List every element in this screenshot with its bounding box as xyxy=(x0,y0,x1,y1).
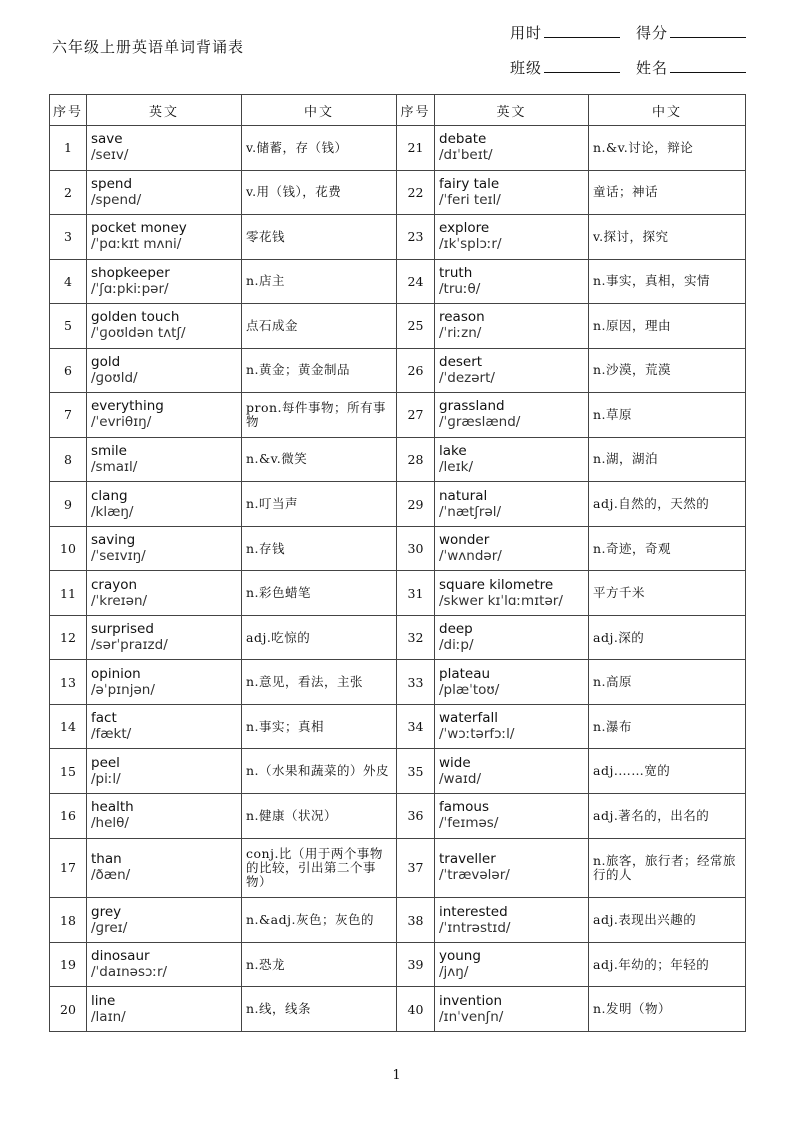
english-cell xyxy=(435,526,589,571)
phonetic: /skwer kɪˈlɑːmɪtər/ xyxy=(439,592,563,609)
class-field xyxy=(510,57,620,78)
chinese-meaning: n.湖，湖泊 xyxy=(589,437,746,482)
english-cell xyxy=(87,615,242,660)
chinese-meaning: n.&v.微笑 xyxy=(242,437,397,482)
score-field xyxy=(636,22,746,43)
chinese-meaning: n.沙漠，荒漠 xyxy=(589,348,746,393)
row-number: 22 xyxy=(397,170,435,215)
row-number: 10 xyxy=(50,526,87,571)
time-field xyxy=(510,22,620,43)
phonetic: /sərˈpraɪzd/ xyxy=(91,637,168,654)
english-word: health xyxy=(91,799,134,816)
row-number: 11 xyxy=(50,571,87,616)
chinese-meaning: v.储蓄，存（钱） xyxy=(242,126,397,171)
phonetic: /ˈwʌndər/ xyxy=(439,548,502,565)
english-word: save xyxy=(91,131,123,148)
english-word: surprised xyxy=(91,621,154,638)
english-cell xyxy=(435,304,589,349)
table-row xyxy=(50,942,746,987)
phonetic: /plæˈtoʊ/ xyxy=(439,681,500,698)
class-label: 班级 xyxy=(510,59,543,77)
english-word: grey xyxy=(91,903,122,920)
phonetic: /ˈseɪvɪŋ/ xyxy=(91,548,146,565)
row-number: 16 xyxy=(50,793,87,838)
chinese-meaning: n.叮当声 xyxy=(242,482,397,527)
english-cell xyxy=(87,793,242,838)
row-number: 9 xyxy=(50,482,87,527)
english-word: dinosaur xyxy=(91,948,150,965)
phonetic: /seɪv/ xyxy=(91,147,129,164)
table-row xyxy=(50,482,746,527)
english-cell xyxy=(87,898,242,943)
chinese-meaning: n.黄金；黄金制品 xyxy=(242,348,397,393)
english-word: invention xyxy=(439,992,503,1009)
table-row xyxy=(50,393,746,438)
row-number: 34 xyxy=(397,704,435,749)
phonetic: /diːp/ xyxy=(439,637,474,654)
phonetic: /ˈtrævələr/ xyxy=(439,867,510,884)
row-number: 3 xyxy=(50,215,87,260)
english-word: clang xyxy=(91,487,128,504)
phonetic: /spend/ xyxy=(91,191,142,208)
chinese-meaning: adj.表现出兴趣的 xyxy=(589,898,746,943)
row-number: 38 xyxy=(397,898,435,943)
phonetic: /klæŋ/ xyxy=(91,503,134,520)
english-cell xyxy=(435,215,589,260)
header-chinese-left: 中文 xyxy=(242,95,397,126)
table-row xyxy=(50,838,746,898)
english-word: wonder xyxy=(439,532,490,549)
row-number: 30 xyxy=(397,526,435,571)
row-number: 12 xyxy=(50,615,87,660)
chinese-meaning: n.彩色蜡笔 xyxy=(242,571,397,616)
phonetic: /ˈriːzn/ xyxy=(439,325,482,342)
english-word: smile xyxy=(91,442,127,459)
phonetic: /ˈdaɪnəsɔːr/ xyxy=(91,964,168,981)
english-cell xyxy=(435,942,589,987)
table-row xyxy=(50,437,746,482)
english-cell xyxy=(87,942,242,987)
english-cell xyxy=(435,571,589,616)
english-cell xyxy=(435,437,589,482)
header-number-right: 序号 xyxy=(397,95,435,126)
chinese-meaning: n.事实；真相 xyxy=(242,704,397,749)
english-word: than xyxy=(91,851,122,868)
row-number: 1 xyxy=(50,126,87,171)
row-number: 13 xyxy=(50,660,87,705)
english-cell xyxy=(435,898,589,943)
table-row xyxy=(50,348,746,393)
table-row xyxy=(50,126,746,171)
row-number: 28 xyxy=(397,437,435,482)
english-word: everything xyxy=(91,398,164,415)
table-row xyxy=(50,615,746,660)
phonetic: /ɪnˈvenʃn/ xyxy=(439,1008,504,1025)
chinese-meaning: adj.……宽的 xyxy=(589,749,746,794)
row-number: 27 xyxy=(397,393,435,438)
english-word: line xyxy=(91,992,116,1009)
english-cell xyxy=(435,393,589,438)
row-number: 40 xyxy=(397,987,435,1032)
phonetic: /waɪd/ xyxy=(439,770,481,787)
chinese-meaning: n.事实，真相，实情 xyxy=(589,259,746,304)
chinese-meaning: n.店主 xyxy=(242,259,397,304)
english-word: debate xyxy=(439,131,487,148)
phonetic: /ˈʃɑːpkiːpər/ xyxy=(91,280,169,297)
english-cell xyxy=(87,704,242,749)
document-title: 六年级上册英语单词背诵表 xyxy=(52,38,245,56)
chinese-meaning: n.&adj.灰色；灰色的 xyxy=(242,898,397,943)
table-row xyxy=(50,170,746,215)
chinese-meaning: n.健康（状况） xyxy=(242,793,397,838)
english-cell xyxy=(435,348,589,393)
table-row xyxy=(50,304,746,349)
english-cell xyxy=(435,170,589,215)
phonetic: /helθ/ xyxy=(91,815,129,832)
english-cell xyxy=(435,259,589,304)
chinese-meaning: n.线，线条 xyxy=(242,987,397,1032)
english-word: explore xyxy=(439,220,490,237)
chinese-meaning: n.旅客，旅行者；经常旅行的人 xyxy=(589,838,746,898)
table-header-row xyxy=(50,95,746,126)
english-word: grassland xyxy=(439,398,505,415)
chinese-meaning: n.高原 xyxy=(589,660,746,705)
english-word: traveller xyxy=(439,851,496,868)
chinese-meaning: 点石成金 xyxy=(242,304,397,349)
chinese-meaning: 童话；神话 xyxy=(589,170,746,215)
header-english-left: 英文 xyxy=(87,95,242,126)
phonetic: /ˈdezərt/ xyxy=(439,369,495,386)
table-row xyxy=(50,793,746,838)
english-word: interested xyxy=(439,903,508,920)
english-word: lake xyxy=(439,442,467,459)
phonetic: /ɡoʊld/ xyxy=(91,369,138,386)
phonetic: /ˈnætʃrəl/ xyxy=(439,503,502,520)
chinese-meaning: n.草原 xyxy=(589,393,746,438)
english-word: crayon xyxy=(91,576,138,593)
page-number: 1 xyxy=(392,1068,401,1083)
english-word: spend xyxy=(91,175,133,192)
english-cell xyxy=(87,348,242,393)
row-number: 31 xyxy=(397,571,435,616)
time-label: 用时 xyxy=(510,24,543,42)
table-row xyxy=(50,660,746,705)
english-word: golden touch xyxy=(91,309,180,326)
table-row xyxy=(50,898,746,943)
english-word: young xyxy=(439,948,481,965)
name-blank[interactable] xyxy=(670,58,746,73)
phonetic: /piːl/ xyxy=(91,770,121,787)
row-number: 6 xyxy=(50,348,87,393)
chinese-meaning: adj.年幼的；年轻的 xyxy=(589,942,746,987)
chinese-meaning: conj.比（用于两个事物的比较，引出第二个事物） xyxy=(242,838,397,898)
english-cell xyxy=(87,304,242,349)
row-number: 2 xyxy=(50,170,87,215)
phonetic: /leɪk/ xyxy=(439,458,473,475)
english-cell xyxy=(87,259,242,304)
phonetic: /ˈɡræslænd/ xyxy=(439,414,521,431)
phonetic: /ˈpɑːkɪt mʌni/ xyxy=(91,236,182,253)
row-number: 21 xyxy=(397,126,435,171)
score-label: 得分 xyxy=(636,24,669,42)
english-cell xyxy=(435,704,589,749)
phonetic: /ˈfeɪməs/ xyxy=(439,815,499,832)
phonetic: /ˈferi teɪl/ xyxy=(439,191,501,208)
english-word: saving xyxy=(91,532,136,549)
english-cell xyxy=(87,526,242,571)
header-number-left: 序号 xyxy=(50,95,87,126)
phonetic: /əˈpɪnjən/ xyxy=(91,681,155,698)
english-cell xyxy=(87,170,242,215)
phonetic: /smaɪl/ xyxy=(91,458,138,475)
phonetic: /ðæn/ xyxy=(91,867,131,884)
phonetic: /fækt/ xyxy=(91,726,132,743)
phonetic: /ˈɪntrəstɪd/ xyxy=(439,919,511,936)
chinese-meaning: adj.吃惊的 xyxy=(242,615,397,660)
vocabulary-table xyxy=(49,94,746,1032)
english-word: reason xyxy=(439,309,485,326)
english-cell xyxy=(435,482,589,527)
english-word: plateau xyxy=(439,665,491,682)
row-number: 15 xyxy=(50,749,87,794)
row-number: 8 xyxy=(50,437,87,482)
english-cell xyxy=(435,126,589,171)
row-number: 5 xyxy=(50,304,87,349)
english-cell xyxy=(435,749,589,794)
row-number: 23 xyxy=(397,215,435,260)
row-number: 39 xyxy=(397,942,435,987)
phonetic: /jʌŋ/ xyxy=(439,964,469,981)
row-number: 29 xyxy=(397,482,435,527)
table-row xyxy=(50,215,746,260)
chinese-meaning: adj.深的 xyxy=(589,615,746,660)
name-label: 姓名 xyxy=(636,59,669,77)
chinese-meaning: v.用（钱），花费 xyxy=(242,170,397,215)
english-cell xyxy=(87,571,242,616)
english-word: gold xyxy=(91,353,121,370)
chinese-meaning: 零花钱 xyxy=(242,215,397,260)
english-cell xyxy=(435,793,589,838)
header-chinese-right: 中文 xyxy=(589,95,746,126)
row-number: 17 xyxy=(50,838,87,898)
chinese-meaning: 平方千米 xyxy=(589,571,746,616)
name-field xyxy=(636,57,746,78)
english-word: famous xyxy=(439,799,490,816)
chinese-meaning: adj.自然的，天然的 xyxy=(589,482,746,527)
phonetic: /laɪn/ xyxy=(91,1008,126,1025)
row-number: 37 xyxy=(397,838,435,898)
phonetic: /truːθ/ xyxy=(439,280,481,297)
chinese-meaning: n.原因，理由 xyxy=(589,304,746,349)
chinese-meaning: n.发明（物） xyxy=(589,987,746,1032)
chinese-meaning: n.意见，看法，主张 xyxy=(242,660,397,705)
english-cell xyxy=(87,482,242,527)
table-row xyxy=(50,259,746,304)
english-word: natural xyxy=(439,487,488,504)
row-number: 25 xyxy=(397,304,435,349)
chinese-meaning: pron.每件事物；所有事物 xyxy=(242,393,397,438)
english-cell xyxy=(87,393,242,438)
row-number: 32 xyxy=(397,615,435,660)
chinese-meaning: adj.著名的，出名的 xyxy=(589,793,746,838)
table-row xyxy=(50,526,746,571)
phonetic: /ˈkreɪən/ xyxy=(91,592,148,609)
english-cell xyxy=(87,838,242,898)
english-word: fact xyxy=(91,710,117,727)
time-blank[interactable] xyxy=(544,23,620,38)
english-cell xyxy=(87,215,242,260)
class-blank[interactable] xyxy=(544,58,620,73)
english-word: pocket money xyxy=(91,220,187,237)
chinese-meaning: n.存钱 xyxy=(242,526,397,571)
english-cell xyxy=(87,437,242,482)
row-number: 24 xyxy=(397,259,435,304)
row-number: 33 xyxy=(397,660,435,705)
row-number: 26 xyxy=(397,348,435,393)
row-number: 4 xyxy=(50,259,87,304)
english-word: fairy tale xyxy=(439,175,500,192)
english-cell xyxy=(435,660,589,705)
table-row xyxy=(50,571,746,616)
chinese-meaning: n.瀑布 xyxy=(589,704,746,749)
english-cell xyxy=(87,749,242,794)
row-number: 19 xyxy=(50,942,87,987)
row-number: 18 xyxy=(50,898,87,943)
english-word: square kilometre xyxy=(439,576,554,593)
header-english-right: 英文 xyxy=(435,95,589,126)
english-cell xyxy=(87,660,242,705)
english-word: desert xyxy=(439,353,483,370)
english-cell xyxy=(435,987,589,1032)
table-row xyxy=(50,704,746,749)
chinese-meaning: n.奇迹，奇观 xyxy=(589,526,746,571)
score-blank[interactable] xyxy=(670,23,746,38)
chinese-meaning: v.探讨，探究 xyxy=(589,215,746,260)
phonetic: /ɡreɪ/ xyxy=(91,919,128,936)
chinese-meaning: n.（水果和蔬菜的）外皮 xyxy=(242,749,397,794)
english-word: truth xyxy=(439,264,473,281)
english-word: peel xyxy=(91,754,120,771)
english-word: opinion xyxy=(91,665,141,682)
phonetic: /ˈɡoʊldən tʌtʃ/ xyxy=(91,325,186,342)
english-word: shopkeeper xyxy=(91,264,170,281)
english-word: wide xyxy=(439,754,471,771)
phonetic: /ˈevriθɪŋ/ xyxy=(91,414,152,431)
row-number: 14 xyxy=(50,704,87,749)
chinese-meaning: n.恐龙 xyxy=(242,942,397,987)
english-cell xyxy=(87,987,242,1032)
row-number: 20 xyxy=(50,987,87,1032)
table-row xyxy=(50,749,746,794)
phonetic: /dɪˈbeɪt/ xyxy=(439,147,493,164)
english-cell xyxy=(435,838,589,898)
row-number: 35 xyxy=(397,749,435,794)
chinese-meaning: n.&v.讨论，辩论 xyxy=(589,126,746,171)
english-cell xyxy=(87,126,242,171)
english-word: deep xyxy=(439,621,473,638)
row-number: 7 xyxy=(50,393,87,438)
english-word: waterfall xyxy=(439,710,498,727)
phonetic: /ˈwɔːtərfɔːl/ xyxy=(439,726,515,743)
row-number: 36 xyxy=(397,793,435,838)
phonetic: /ɪkˈsplɔːr/ xyxy=(439,236,502,253)
english-cell xyxy=(435,615,589,660)
table-row xyxy=(50,987,746,1032)
